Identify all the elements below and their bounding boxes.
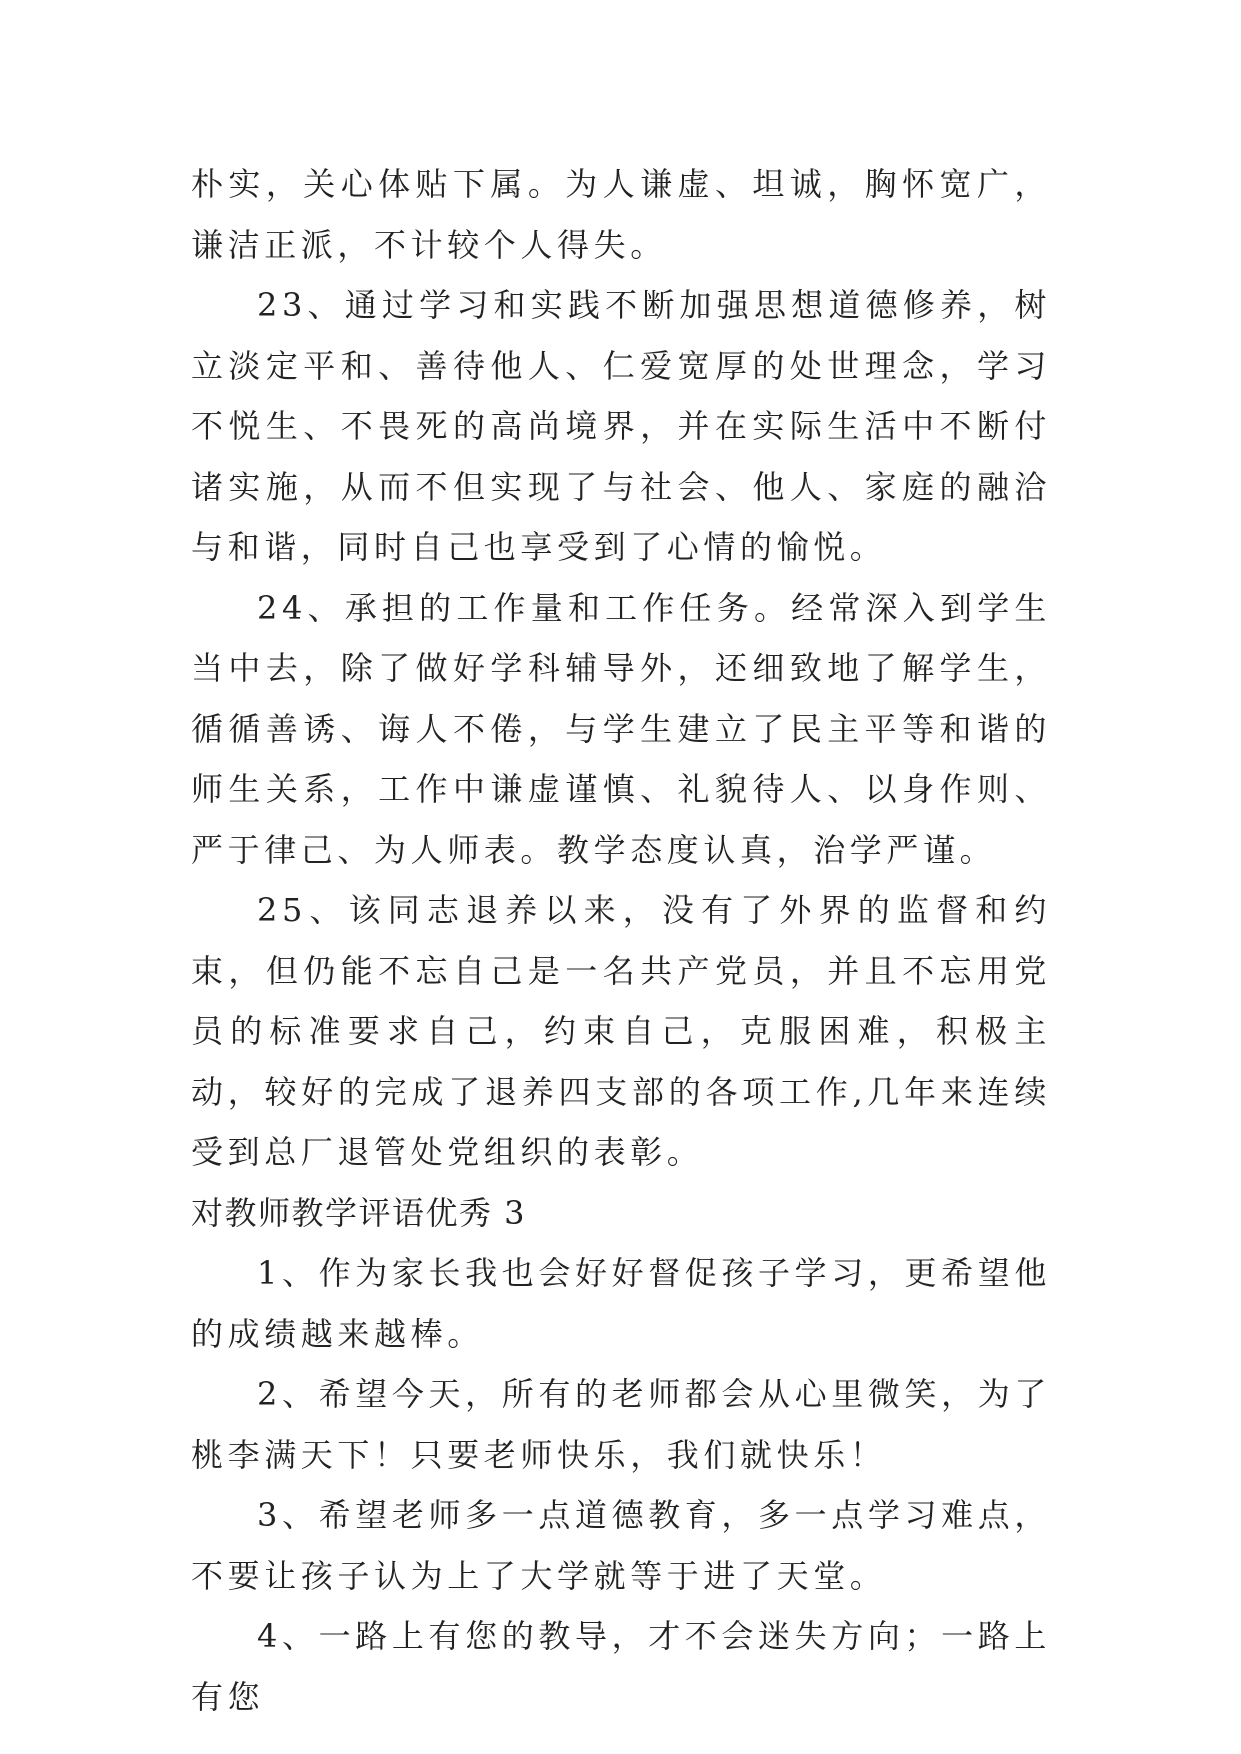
- paragraph-24: 24、承担的工作量和工作任务。经常深入到学生当中去，除了做好学科辅导外，还细致地了解学生，循循善诱、诲人不倦，与学生建立了民主平等和谐的师生关系，工作中谦虚谨慎、礼貌待人、以身作则、严于律己、为人师表。教学态度认真，治学严谨。: [191, 588, 1051, 869]
- paragraph-1: 1、作为家长我也会好好督促孩子学习，更希望他的成绩越来越棒。: [191, 1254, 1051, 1353]
- paragraph-3: 3、希望老师多一点道德教育，多一点学习难点，不要让孩子认为上了大学就等于进了天堂。: [191, 1496, 1051, 1595]
- document-body: [191, 154, 1051, 1727]
- paragraph-2: 2、希望今天，所有的老师都会从心里微笑，为了桃李满天下！只要老师快乐，我们就快乐！: [191, 1375, 1051, 1474]
- paragraph-continuation: 朴实，关心体贴下属。为人谦虚、坦诚，胸怀宽广，谦洁正派，不计较个人得失。: [191, 165, 1051, 264]
- section-heading: 对教师教学评语优秀 3: [191, 1193, 527, 1232]
- paragraph-23: 23、通过学习和实践不断加强思想道德修养，树立淡定平和、善待他人、仁爱宽厚的处世理念，学习不悦生、不畏死的高尚境界，并在实际生活中不断付诸实施，从而不但实现了与社会、他人、家庭的融洽与和谐，同时自己也享受到了心情的愉悦。: [191, 286, 1051, 566]
- paragraph-4: 4、一路上有您的教导，才不会迷失方向；一路上有您: [191, 1617, 1051, 1716]
- paragraph-25: 25、该同志退养以来，没有了外界的监督和约束，但仍能不忘自己是一名共产党员，并且不忘用党员的标准要求自己，约束自己，克服困难，积极主动，较好的完成了退养四支部的各项工作,几年来连续受到总厂退管处党组织的表彰。: [191, 891, 1051, 1171]
